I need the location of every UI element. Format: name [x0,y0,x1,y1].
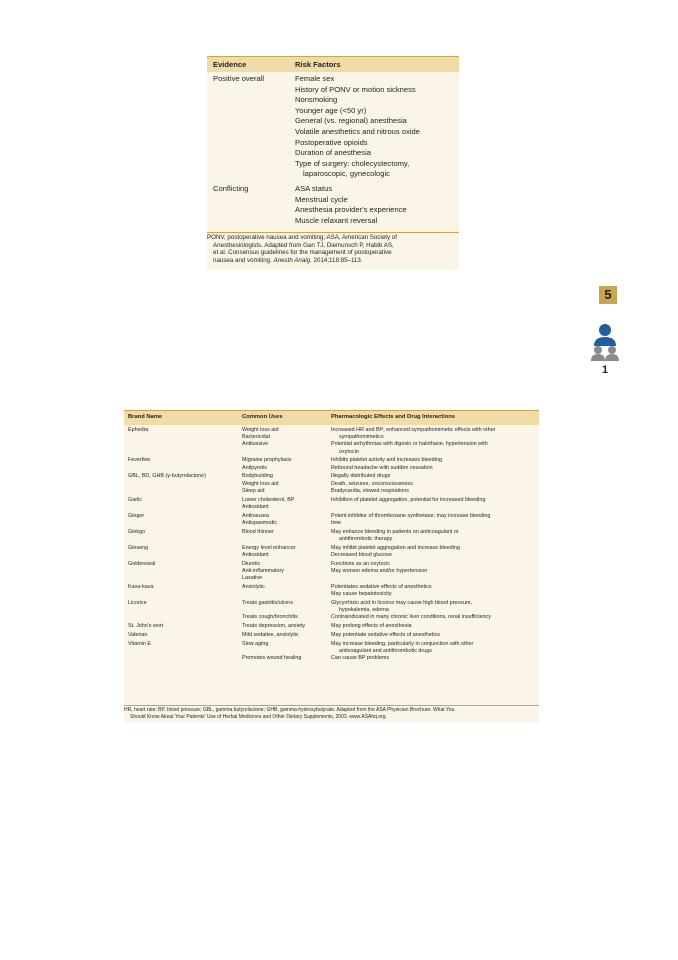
footnote-text: . 2014;118:85–113. [310,256,363,264]
effects-text: Potentiates sedative effects of anesthetics [331,583,432,590]
common-uses-cell: Sleep aid [242,487,265,494]
risk-factor: Muscle relaxant reversal [295,215,378,225]
risk-factor: Younger age (<50 yr) [295,105,367,115]
common-uses-cell: Antitussive [242,441,269,448]
evidence-label: Conflicting [213,184,249,193]
header-common-uses: Common Uses [242,414,283,420]
effects-text: Inhibition of platelet aggregation, potential for increased bleeding [331,496,486,503]
effects-cell [331,427,537,434]
effects-text: time [331,519,342,526]
herbal-medicines-table [124,410,539,722]
header-risk-factors: Risk Factors [295,60,341,69]
effects-text: May potentiate sedative effects of anesthetics [331,631,440,638]
footnote-text: nausea and vomiting. [213,256,274,264]
effects-cell [331,623,537,630]
effects-cell [331,632,537,639]
common-uses-cell: Bactericidal [242,434,270,441]
common-uses-cell: Migraine prophylaxis [242,457,292,464]
effects-text: Functions as an oxytocic [331,560,391,567]
effects-text: Potent inhibitor of thromboxane synthetase; may increase bleeding [331,512,491,519]
effects-cell [331,488,537,495]
effects-text: Rebound headache with sudden cessation [331,464,433,471]
brand-name-cell: Licorice [128,599,147,606]
common-uses-cell: Energy level enhancer [242,544,296,551]
effects-text: anticoagulant and antithrombotic drugs [339,647,432,654]
common-uses-cell: Lower cholesterol, BP [242,496,295,503]
common-uses-cell: Weight loss aid [242,427,279,433]
effects-cell [331,591,537,598]
brand-name-cell: Kava-kava [128,583,154,590]
brand-name-cell: Ginkgo [128,528,146,535]
brand-name-cell: Valerian [128,631,148,638]
risk-factor: Female sex [295,74,335,83]
table-header [124,410,539,425]
page-number-badge[interactable]: 5 [599,286,617,304]
header-evidence: Evidence [213,60,247,69]
effects-text: Decreased blood glucose [331,551,392,558]
effects-text: May increase bleeding, particularly in conjunction with other [331,640,474,647]
common-uses-cell: Slow aging [242,640,269,647]
footnote-line: et al. Consensus guidelines for the management of postoperative [213,249,392,257]
brand-name-cell: Ginger [128,512,145,519]
table-header [207,56,459,72]
effects-cell [331,607,537,614]
common-uses-cell: Promotes wound healing [242,655,302,661]
effects-text: May cause hepatotoxicity [331,591,392,597]
table-divider [207,232,459,233]
common-uses-cell: Treats cough/bronchitis [242,614,298,621]
effects-text: Potential arrhythmias with digoxin or halothane, hypertension with [331,441,488,448]
table-footnote [207,234,459,264]
common-uses-cell: Anxiolytic [242,583,265,590]
effects-cell [331,568,537,575]
common-uses-cell: Antioxidant [242,551,269,558]
effects-cell [331,465,537,472]
effects-cell [331,449,537,456]
common-uses-cell: Anti-inflammatory [242,567,284,574]
effects-cell [331,614,537,621]
footnote-line: HR, heart rate; BP, blood pressure; GBL, gamma butyrolactone; GHB, gamma-hydroxybutyrate. Adapted from the ASA Physician Brochure: What You [124,707,455,713]
brand-name-cell: St. John's wort [128,623,164,629]
effects-cell [331,497,537,504]
journal-title: Anesth Analg [273,256,311,264]
effects-text: May inhibit platelet aggregation and increase bleeding [331,544,460,551]
risk-factor-list [295,184,455,226]
effects-text: Increased HR and BP; enhanced sympathomimetic effects with other [331,427,496,433]
common-uses-cell: Mild sedative, anxiolytic [242,631,299,638]
effects-text: May enhance bleeding in patients on anticoagulant or [331,528,459,535]
brand-name-cell: Garlic [128,496,143,503]
header-effects: Pharmacologic Effects and Drug Interactions [331,414,456,420]
common-uses-cell: Bodybuilding [242,473,273,480]
effects-cell [331,552,537,559]
effects-text: Glycyrrhizic acid in licorice may cause high blood pressure, [331,599,473,606]
footnote-line: Anesthesiologists. Adapted from Gan TJ, Diemunsch P, Habib AS, [213,241,394,249]
effects-text: May prolong effects of anesthesia [331,623,412,629]
risk-factor: Type of surgery: cholecystectomy, [295,158,410,168]
brand-name-cell: Ephedra [128,427,149,433]
common-uses-cell: Diuretic [242,560,261,567]
risk-factor: Duration of anesthesia [295,148,371,158]
risk-factor-continued: laparoscopic, gynecologic [303,169,390,179]
effects-cell [331,655,537,662]
effects-cell [331,473,537,480]
effects-text: Illegally distributed drugs [331,473,391,480]
footnote-line: PONV, postoperative nausea and vomiting; ASA, American Society of [207,234,397,241]
risk-factor: General (vs. regional) anesthesia [295,116,407,126]
effects-cell [331,529,537,536]
common-uses-cell: Treats gastritis/ulcers [242,599,294,606]
risk-factor: Anesthesia provider's experience [295,205,407,215]
effects-cell [331,536,537,543]
brand-name-cell: GBL, BD, GHB (γ-butyrolactone) [128,473,206,480]
effects-cell [331,481,537,488]
effects-cell [331,520,537,527]
common-uses-cell: Laxative [242,575,263,581]
effects-text: May worsen edema and/or hypertension [331,567,428,574]
effects-cell [331,545,537,552]
effects-text: Contraindicated in many chronic liver conditions, renal insufficiency [331,614,491,621]
effects-text: Inhibits platelet activity and increases bleeding [331,457,442,464]
common-uses-cell: Weight loss aid [242,480,279,487]
risk-factor: Nonsmoking [295,95,338,105]
effects-text: oxytocin [339,448,359,455]
effects-cell [331,584,537,591]
effects-text: Death, seizures, unconsciousness [331,480,413,487]
user-group-icon[interactable] [590,322,620,362]
table-divider [124,705,539,706]
ponv-risk-factors-table [207,56,459,270]
effects-text: Bradycardia, slowed respirations [331,487,409,494]
effects-cell [331,648,537,655]
brand-name-cell: Vitamin E [128,640,151,647]
brand-name-cell: Ginseng [128,544,149,551]
footnote-line [207,257,459,265]
common-uses-cell: Antipyretic [242,464,268,471]
risk-factor: ASA status [295,184,333,193]
risk-factor: Postoperative opioids [295,137,368,147]
risk-factor-list [295,74,455,180]
user-count: 1 [601,364,609,376]
effects-cell [331,457,537,464]
evidence-label: Positive overall [213,74,265,83]
effects-cell [331,561,537,568]
effects-cell [331,600,537,607]
effects-cell [331,513,537,520]
risk-factor: Menstrual cycle [295,194,348,204]
effects-text: antithrombotic therapy [339,535,393,542]
effects-text: Can cause BP problems [331,655,390,661]
footnote-line: Should Know About Your Patients' Use of Herbal Medicines and Other Dietary Supplements, 2003. www.ASAhq.org. [130,713,387,720]
common-uses-cell: Antispasmodic [242,519,278,526]
effects-cell [331,441,537,448]
risk-factor: Volatile anesthetics and nitrous oxide [295,126,420,136]
header-brand-name: Brand Name [128,414,163,420]
table-footnote [124,707,539,720]
common-uses-cell: Antinausea [242,512,269,519]
common-uses-cell: Blood thinner [242,528,274,535]
brand-name-cell: Feverfew [128,457,151,464]
risk-factor: History of PONV or motion sickness [295,84,416,94]
effects-cell [331,434,537,441]
common-uses-cell: Treats depression, anxiety [242,623,306,629]
effects-text: sympathomimetics [339,434,384,441]
brand-name-cell: Goldenseal [128,560,156,567]
common-uses-cell: Antioxidant [242,503,269,510]
effects-cell [331,641,537,648]
effects-text: hypokalemia, edema [339,607,389,613]
